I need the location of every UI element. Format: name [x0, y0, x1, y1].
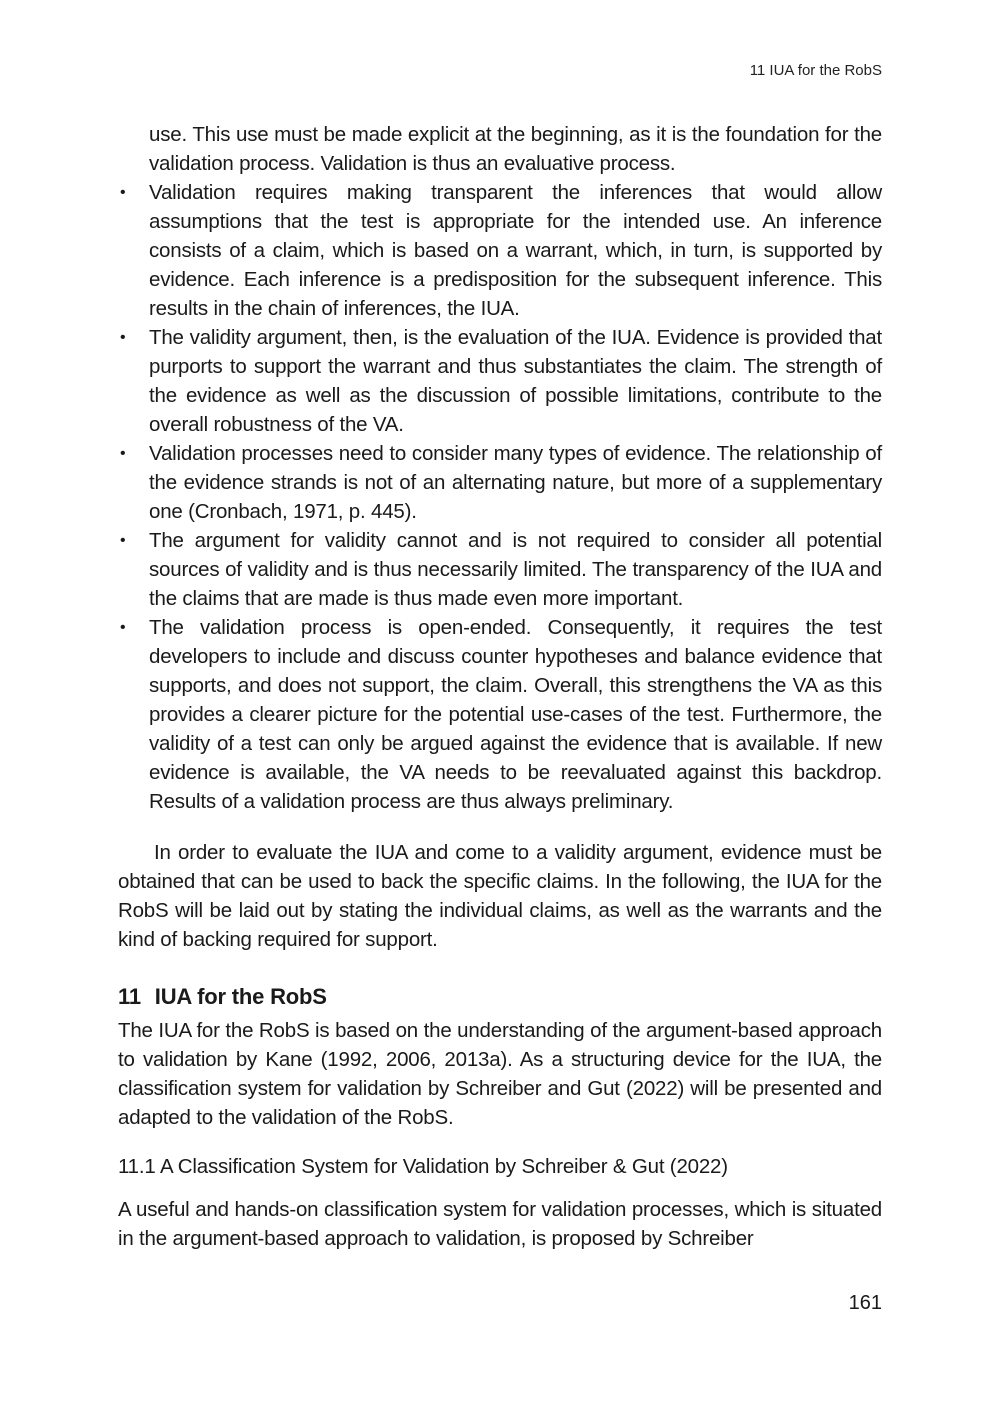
bullet-icon: • [120, 532, 126, 549]
bullet-text: The argument for validity cannot and is not required to consider all potential sources of validity and is thus necessarily limited. The transparency of the IUA and the claims that are made is thus made even more important. [149, 529, 882, 610]
page-number: 161 [848, 1292, 882, 1314]
section-number: 11.1 [118, 1155, 156, 1178]
bullet-text: The validation process is open-ended. Consequently, it requires the test developers to include and discuss counter hypotheses and balance evidence that supports, and does not support, the claim. Overall, this strengthens the VA as this provides a clearer picture for the potential use-cases of the test. Furthermore, the validity of a test can only be argued against the evidence that is available. If new evidence is available, the VA needs to be reevaluated against this backdrop. Results of a validation process are thus always preliminary. [149, 616, 882, 813]
paragraph: In order to evaluate the IUA and come to a validity argument, evidence must be obtained that can be used to back the specific claims. In the following, the IUA for the RobS will be laid out by stating the individual claims, as well as the warrants and the kind of backing required for support. [118, 841, 882, 951]
bullet-text: Validation requires making transparent the inferences that would allow assumptions that the test is appropriate for the intended use. An inference consists of a claim, which is based on a warrant, which, in turn, is supported by evidence. Each inference is a predisposition for the subsequent inference. This results in the chain of inferences, the IUA. [149, 181, 882, 320]
running-head: 11 IUA for the RobS [749, 62, 882, 79]
bullet-item [118, 439, 882, 526]
chapter-heading [118, 982, 882, 1012]
bullet-text: Validation processes need to consider many types of evidence. The relationship of the evidence strands is not of an alternating nature, but more of a supplementary one (Cronbach, 1971, p. 445). [149, 442, 882, 523]
bullet-text: The validity argument, then, is the evaluation of the IUA. Evidence is provided that purports to support the warrant and thus substantiates the claim. The strength of the evidence as well as the discussion of possible limitations, contribute to the overall robustness of the VA. [149, 326, 882, 436]
chapter-number: 11 [118, 984, 141, 1009]
bullet-item [118, 613, 882, 816]
bullet-item [118, 178, 882, 323]
paragraph: The IUA for the RobS is based on the understanding of the argument-based approach to validation by Kane (1992, 2006, 2013a). As a structuring device for the IUA, the classification system for validation by Schreiber and Gut (2022) will be presented and adapted to the validation of the RobS. [118, 1019, 882, 1129]
bullet-item [118, 323, 882, 439]
bullet-continuation: use. This use must be made explicit at the beginning, as it is the foundation for the validation process. Validation is thus an evaluative process. [149, 123, 882, 175]
paragraph: A useful and hands-on classification system for validation processes, which is situated in the argument-based approach to validation, is proposed by Schreiber [118, 1198, 882, 1250]
page-body [118, 120, 882, 1253]
bullet-icon: • [120, 445, 126, 462]
bullet-icon: • [120, 184, 126, 201]
section-title: A Classification System for Validation by Schreiber & Gut (2022) [159, 1155, 728, 1178]
chapter-title: IUA for the RobS [154, 984, 327, 1009]
bullet-icon: • [120, 619, 126, 636]
bullet-icon: • [120, 329, 126, 346]
bullet-list [118, 120, 882, 816]
bullet-item [118, 526, 882, 613]
section-heading [118, 1152, 882, 1181]
